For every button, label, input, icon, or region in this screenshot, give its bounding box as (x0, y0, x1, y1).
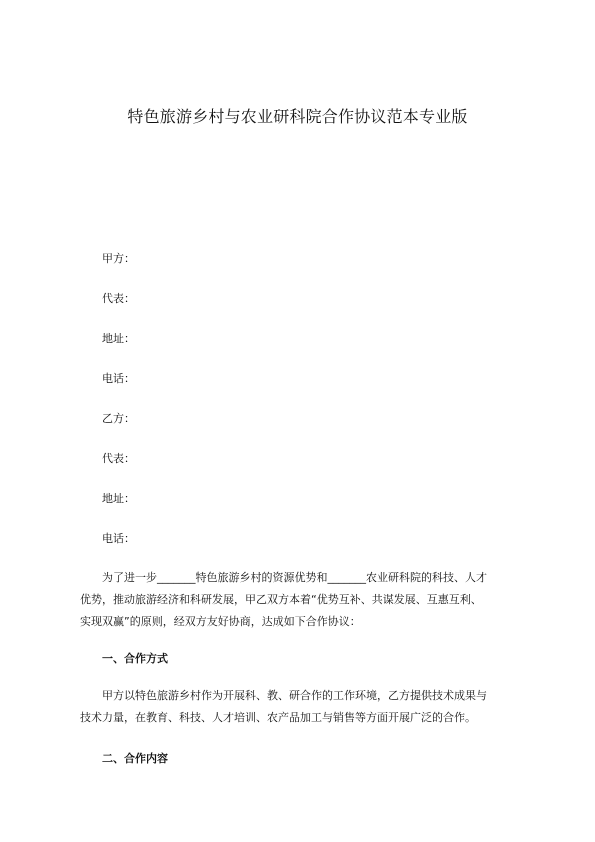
section-2-heading: 二、合作内容 (102, 752, 168, 765)
document-title: 特色旅游乡村与农业研科院合作协议范本专业版 (127, 107, 468, 126)
intro-line: 实现双赢”的原则，经双方友好协商，达成如下合作协议： (80, 615, 361, 628)
party-b-representative: 代表： (102, 452, 135, 465)
intro-line: 优势，推动旅游经济和科研发展，甲乙双方本着“优势互补、共谋发展、互惠互利、 (80, 593, 482, 606)
party-b-label: 乙方： (102, 412, 135, 425)
section-1-heading: 一、合作方式 (102, 652, 168, 665)
section-1-line: 甲方以特色旅游乡村作为开展科、教、研合作的工作环境，乙方提供技术成果与 (102, 689, 487, 702)
party-a-address: 地址： (102, 332, 135, 345)
intro-paragraph (80, 567, 522, 633)
section-1-line: 技术力量，在教育、科技、人才培训、农产品加工与销售等方面开展广泛的合作。 (80, 711, 476, 724)
party-a-representative: 代表： (102, 292, 135, 305)
section-1-paragraph (80, 685, 522, 729)
party-a-label: 甲方： (102, 252, 135, 265)
party-b-phone: 电话： (102, 532, 135, 545)
party-b-address: 地址： (102, 492, 135, 505)
intro-line: 为了进一步_______特色旅游乡村的资源优势和_______农业研科院的科技、人才 (102, 571, 487, 584)
party-a-phone: 电话： (102, 372, 135, 385)
